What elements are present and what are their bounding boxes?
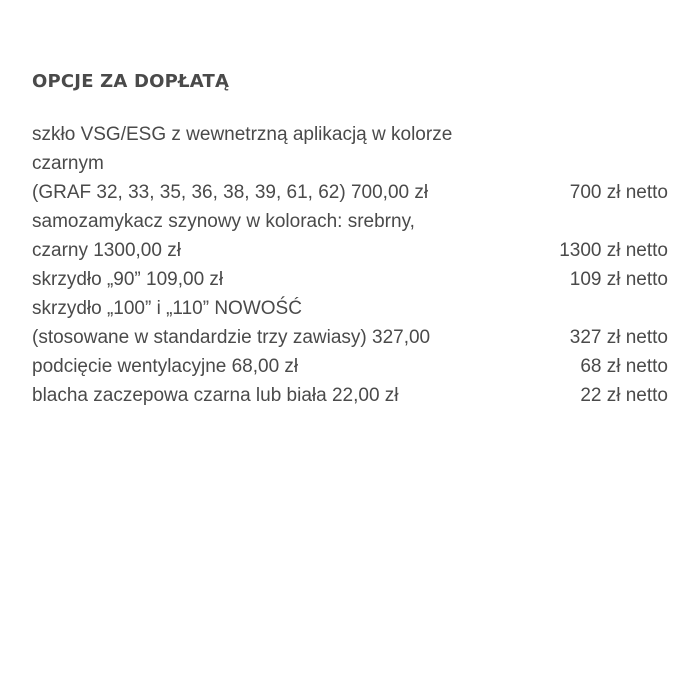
option-description xyxy=(32,207,512,265)
option-item xyxy=(32,265,668,294)
option-description xyxy=(32,294,512,352)
option-price: 700 zł netto xyxy=(569,182,668,203)
section-title: OPCJE ZA DOPŁATĄ xyxy=(32,71,230,92)
option-line: czarny 1300,00 zł xyxy=(32,240,181,261)
option-line: blacha zaczepowa czarna lub biała 22,00 zł xyxy=(32,385,399,406)
option-line: (GRAF 32, 33, 35, 36, 38, 39, 61, 62) 700,00 zł xyxy=(32,182,429,203)
option-item xyxy=(32,352,668,381)
option-price: 1300 zł netto xyxy=(559,240,668,261)
option-line: skrzydło „100” i „110” NOWOŚĆ xyxy=(32,298,302,319)
option-price: 22 zł netto xyxy=(580,385,668,406)
option-description xyxy=(32,265,512,294)
option-line: szkło VSG/ESG z wewnetrzną aplikacją w kolorze xyxy=(32,124,453,145)
option-item xyxy=(32,294,668,352)
options-list xyxy=(32,120,668,410)
option-price: 109 zł netto xyxy=(569,269,668,290)
options-panel xyxy=(32,70,668,410)
option-description xyxy=(32,381,512,410)
option-line: skrzydło „90” 109,00 zł xyxy=(32,269,224,290)
option-item xyxy=(32,207,668,265)
option-line: samozamykacz szynowy w kolorach: srebrny, xyxy=(32,211,415,232)
option-item xyxy=(32,120,668,207)
option-price: 327 zł netto xyxy=(569,327,668,348)
option-item xyxy=(32,381,668,410)
option-description xyxy=(32,352,512,381)
option-line: czarnym xyxy=(32,153,104,174)
option-line: (stosowane w standardzie trzy zawiasy) 327,00 xyxy=(32,327,431,348)
option-line: podcięcie wentylacyjne 68,00 zł xyxy=(32,356,299,377)
option-price: 68 zł netto xyxy=(580,356,668,377)
option-description xyxy=(32,120,512,207)
